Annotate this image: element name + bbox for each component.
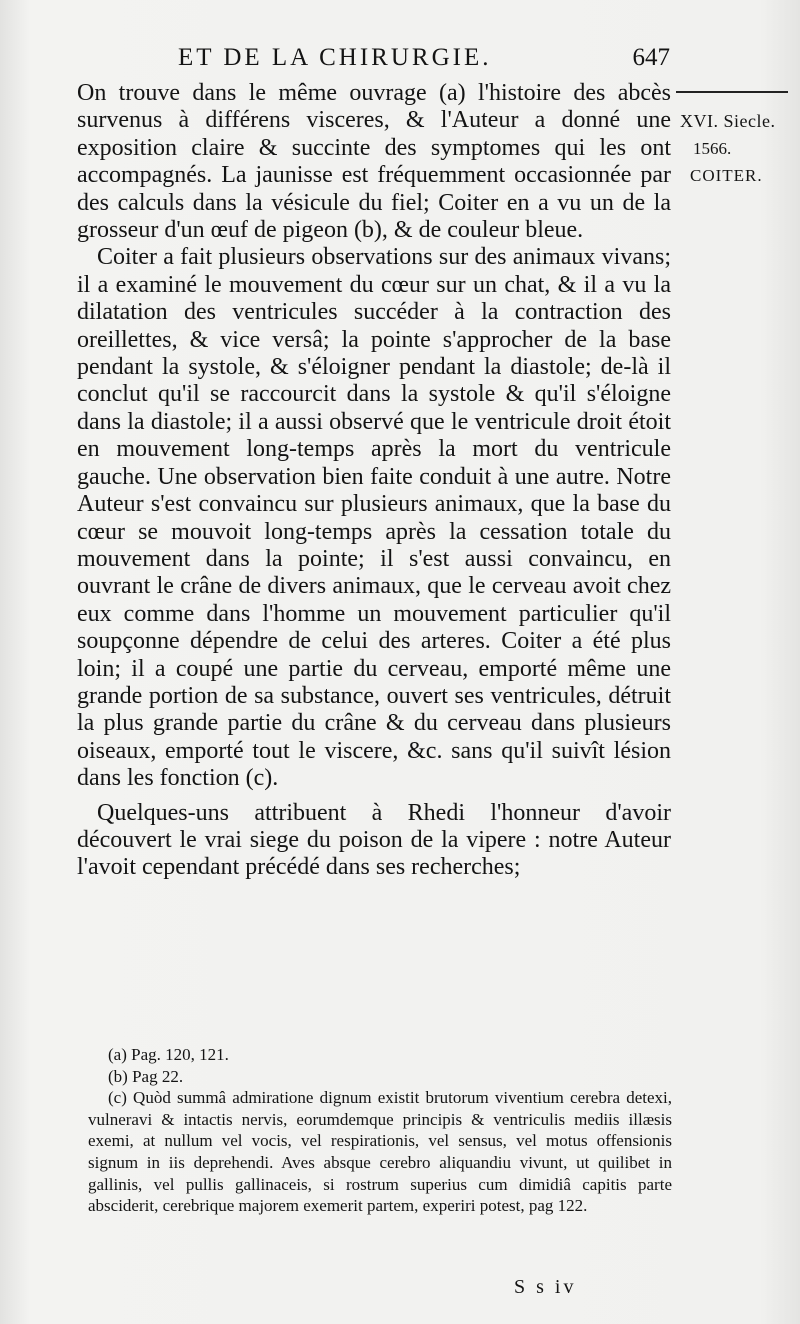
margin-year: 1566.	[693, 139, 732, 158]
paragraph-1: On trouve dans le même ouvrage (a) l'histoire des abcès survenus à différens visceres, & l'Auteur a donné une exposition claire & succinte des symptomes qui les ont accompagnés. La jaunisse est fréquemment occasionnée par des calculs dans la vésicule du fiel; Coiter en a vu un de la grosseur d'un œuf de pigeon (b), & de couleur bleue.	[77, 80, 671, 244]
page-number: 647	[632, 44, 670, 71]
margin-rule	[676, 91, 788, 93]
footnote-c-text: (c) Quòd summâ admiratione dignum existit brutorum viventium cerebra detexi, vulneravi & intactis nervis, eorumdemque principis & ventriculis mediis illæsis exemi, at nullum vel vocis, vel respirationis, vel sensus, vel motus offensionis signum in iis deprehendi. Aves absque cerebro aliquandiu vivunt, ut quilibet in gallinis, vel pullis gallinaceis, si rostrum superius cum dimidiâ capitis parte absciderit, cerebrique majorem exemerit partem, experiri potest, pag 122.	[88, 1088, 672, 1216]
footnote-b: (b) Pag 22.	[108, 1066, 184, 1086]
running-head: ET DE LA CHIRURGIE.	[178, 44, 492, 71]
footnotes	[88, 1044, 672, 1217]
paragraph-3: Quelques-uns attribuent à Rhedi l'honneur d'avoir découvert le vrai siege du poison de la vipere : notre Auteur l'avoit cependant précédé dans ses recherches;	[77, 799, 671, 881]
page-header	[150, 44, 670, 76]
main-text	[77, 80, 671, 882]
paragraph-2: Coiter a fait plusieurs observations sur des animaux vivans; il a examiné le mouvement du cœur sur un chat, & il a vu la dilatation des ventricules succéder à la contraction des oreillettes, & vice versâ; la pointe s'approcher de la base pendant la systole, & s'éloigner pendant la diastole; de-là il conclut qu'il se raccourcit dans la systole & qu'il s'éloigne dans la diastole; il a aussi observé que le ventricule droit étoit en mouvement long-temps après la mort du ventricule gauche. Une observation bien faite conduit à une autre. Notre Auteur s'est convaincu sur plusieurs animaux, que la base du cœur se mouvoit long-temps après la cessation totale du mouvement dans la pointe; il s'est aussi convaincu, en ouvrant le crâne de divers animaux, que le cerveau avoit chez eux comme dans l'homme un mouvement particulier qu'il soupçonne dépendre de celui des arteres. Coiter a été plus loin; il a coupé une partie du cerveau, emporté même une grande portion de sa substance, ouvert ses ventricules, détruit la plus grande partie du crâne & du cerveau dans plusieurs oiseaux, emporté tout le viscere, &c. sans qu'il suivît lésion dans les fonction (c).	[77, 244, 671, 792]
footnote-a: (a) Pag. 120, 121.	[108, 1045, 229, 1064]
footnote-c	[88, 1087, 672, 1217]
margin-author: COITER.	[690, 166, 763, 185]
signature-mark: S s iv	[514, 1276, 577, 1298]
margin-century: XVI. Siecle.	[680, 111, 776, 131]
margin-note	[680, 108, 795, 189]
